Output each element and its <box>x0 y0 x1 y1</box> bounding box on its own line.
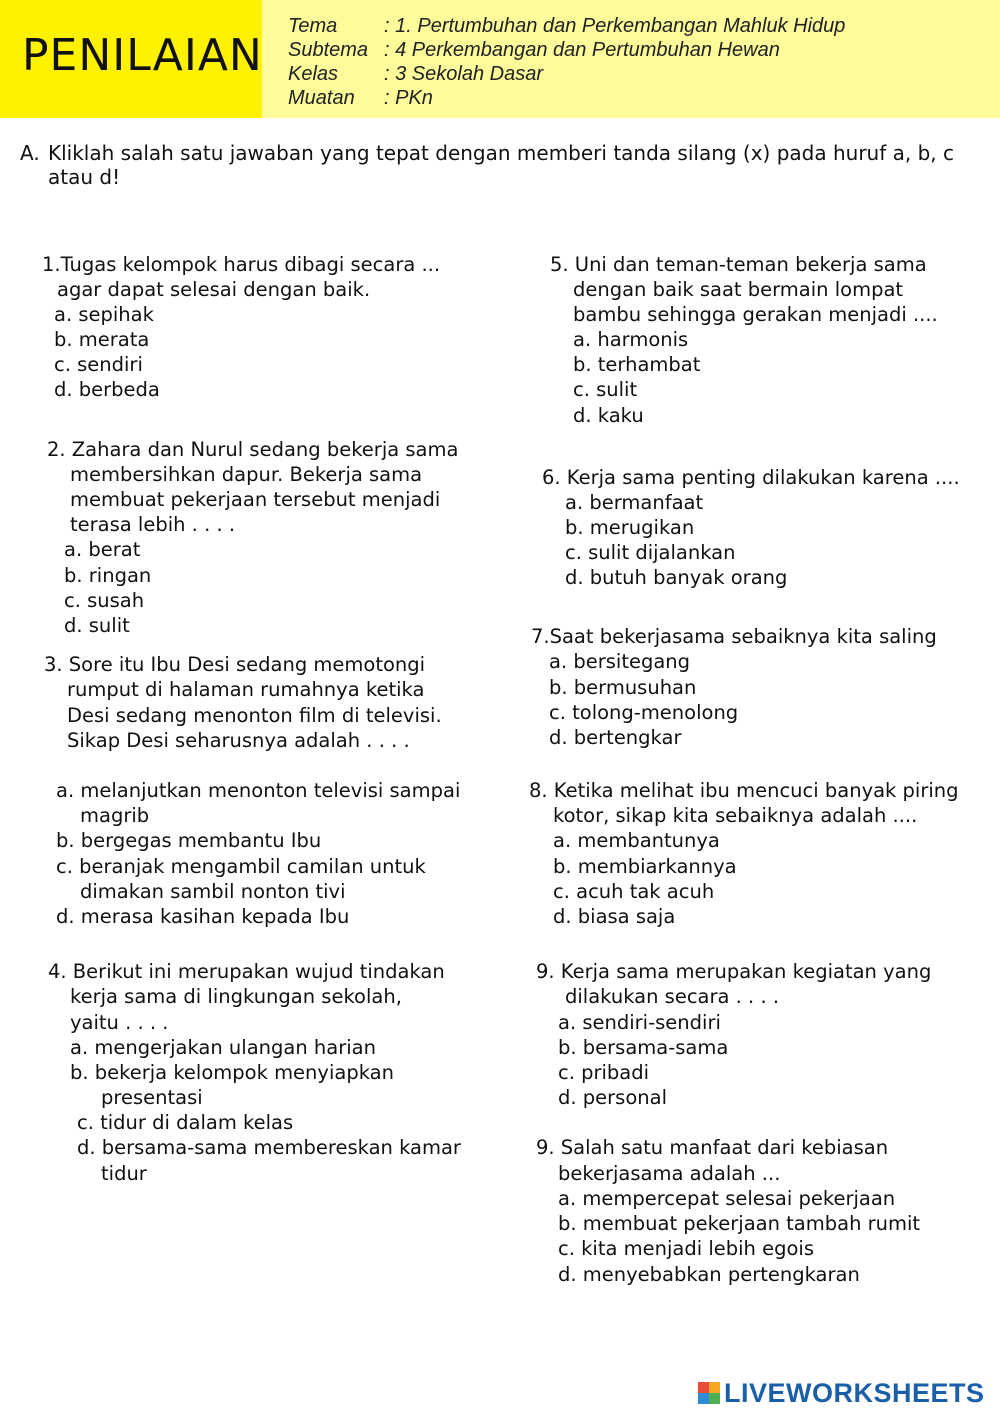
question-10-option-d[interactable]: d. menyebabkan pertengkaran <box>558 1263 860 1286</box>
brand-name: LIVEWORKSHEETS <box>724 1377 985 1408</box>
question-8-option-b[interactable]: b. membiarkannya <box>553 855 737 878</box>
question-3-option-c[interactable]: c. beranjak mengambil camilan untuk <box>56 855 426 878</box>
meta-subtema: Subtema : 4 Perkembangan dan Pertumbuhan Hewan <box>288 39 780 61</box>
question-9-option-b[interactable]: b. bersama-sama <box>558 1036 729 1059</box>
question-7-option-b[interactable]: b. bermusuhan <box>549 676 697 699</box>
question-8-text: kotor, sikap kita sebaiknya adalah .... <box>553 804 918 827</box>
question-3-text: 3. Sore itu Ibu Desi sedang memotongi <box>44 653 426 676</box>
question-1-option-d[interactable]: d. berbeda <box>54 378 160 401</box>
question-4-text: kerja sama di lingkungan sekolah, <box>70 985 402 1008</box>
question-2-option-a[interactable]: a. berat <box>64 538 141 561</box>
question-2-option-d[interactable]: d. sulit <box>64 614 130 637</box>
question-5-option-b[interactable]: b. terhambat <box>573 353 701 376</box>
question-2-text: membuat pekerjaan tersebut menjadi <box>70 488 441 511</box>
question-7-option-a[interactable]: a. bersitegang <box>549 650 691 673</box>
question-8-text: 8. Ketika melihat ibu mencuci banyak piring <box>529 779 959 802</box>
meta-muatan: Muatan : PKn <box>288 87 433 109</box>
question-3-option-d[interactable]: d. merasa kasihan kepada Ibu <box>56 905 350 928</box>
question-5-text: bambu sehingga gerakan menjadi .... <box>573 303 938 326</box>
question-10-option-b[interactable]: b. membuat pekerjaan tambah rumit <box>558 1212 921 1235</box>
question-4-option-d[interactable]: d. bersama-sama membereskan kamar <box>77 1136 461 1159</box>
question-4-option-a[interactable]: a. mengerjakan ulangan harian <box>70 1036 376 1059</box>
question-4-option-b[interactable]: presentasi <box>101 1086 203 1109</box>
question-2-text: membersihkan dapur. Bekerja sama <box>70 463 423 486</box>
liveworksheets-brand <box>698 1377 985 1408</box>
question-1-option-a[interactable]: a. sepihak <box>54 303 154 326</box>
question-2-text: terasa lebih . . . . <box>70 513 236 536</box>
question-8-option-d[interactable]: d. biasa saja <box>553 905 676 928</box>
question-1-text: 1.Tugas kelompok harus dibagi secara ... <box>42 253 441 276</box>
question-5-option-a[interactable]: a. harmonis <box>573 328 689 351</box>
question-3-option-b[interactable]: b. bergegas membantu Ibu <box>56 829 322 852</box>
question-8-option-c[interactable]: c. acuh tak acuh <box>553 880 715 903</box>
question-3-text: Sikap Desi seharusnya adalah . . . . <box>67 729 410 752</box>
question-3-option-a[interactable]: a. melanjutkan menonton televisi sampai <box>56 779 461 802</box>
question-7-option-c[interactable]: c. tolong-menolong <box>549 701 739 724</box>
question-2-option-b[interactable]: b. ringan <box>64 564 152 587</box>
question-2-text: 2. Zahara dan Nurul sedang bekerja sama <box>47 438 459 461</box>
instruction-number: A. <box>20 141 40 165</box>
meta-tema: Tema : 1. Pertumbuhan dan Perkembangan Mahluk Hidup <box>288 15 846 37</box>
question-10-option-c[interactable]: c. kita menjadi lebih egois <box>558 1237 814 1260</box>
question-1-option-b[interactable]: b. merata <box>54 328 150 351</box>
question-10-text: bekerjasama adalah ... <box>558 1162 781 1185</box>
liveworksheets-logo-icon <box>698 1382 720 1404</box>
question-3-option-a[interactable]: magrib <box>80 804 150 827</box>
question-9-text: 9. Kerja sama merupakan kegiatan yang <box>536 960 932 983</box>
question-9-option-d[interactable]: d. personal <box>558 1086 667 1109</box>
question-5-option-c[interactable]: c. sulit <box>573 378 638 401</box>
question-7-text: 7.Saat bekerjasama sebaiknya kita saling <box>531 625 937 648</box>
question-6-text: 6. Kerja sama penting dilakukan karena .... <box>542 466 960 489</box>
question-7-option-d[interactable]: d. bertengkar <box>549 726 682 749</box>
question-10-text: 9. Salah satu manfaat dari kebiasan <box>536 1136 889 1159</box>
meta-kelas: Kelas : 3 Sekolah Dasar <box>288 63 543 85</box>
question-9-text: dilakukan secara . . . . <box>565 985 780 1008</box>
question-4-option-c[interactable]: c. tidur di dalam kelas <box>77 1111 294 1134</box>
question-4-option-b[interactable]: b. bekerja kelompok menyiapkan <box>70 1061 394 1084</box>
question-8-option-a[interactable]: a. membantunya <box>553 829 720 852</box>
question-5-option-d[interactable]: d. kaku <box>573 404 644 427</box>
question-6-option-d[interactable]: d. butuh banyak orang <box>565 566 788 589</box>
question-3-text: rumput di halaman rumahnya ketika <box>67 678 425 701</box>
page-title: PENILAIAN <box>22 30 263 81</box>
question-4-text: 4. Berikut ini merupakan wujud tindakan <box>48 960 445 983</box>
question-3-option-c[interactable]: dimakan sambil nonton tivi <box>80 880 346 903</box>
question-5-text: dengan baik saat bermain lompat <box>573 278 904 301</box>
question-1-text: agar dapat selesai dengan baik. <box>57 278 371 301</box>
question-1-option-c[interactable]: c. sendiri <box>54 353 143 376</box>
question-4-option-d[interactable]: tidur <box>101 1162 147 1185</box>
instruction-line-2: atau d! <box>48 165 121 189</box>
question-5-text: 5. Uni dan teman-teman bekerja sama <box>550 253 927 276</box>
question-4-text: yaitu . . . . <box>70 1011 169 1034</box>
question-6-option-c[interactable]: c. sulit dijalankan <box>565 541 736 564</box>
question-9-option-c[interactable]: c. pribadi <box>558 1061 650 1084</box>
question-9-option-a[interactable]: a. sendiri-sendiri <box>558 1011 721 1034</box>
question-6-option-a[interactable]: a. bermanfaat <box>565 491 704 514</box>
question-6-option-b[interactable]: b. merugikan <box>565 516 695 539</box>
instruction <box>20 141 980 189</box>
instruction-line-1: Kliklah salah satu jawaban yang tepat dengan memberi tanda silang (x) pada huruf a, b, c <box>48 141 955 165</box>
question-2-option-c[interactable]: c. susah <box>64 589 145 612</box>
question-3-text: Desi sedang menonton film di televisi. <box>67 704 442 727</box>
question-10-option-a[interactable]: a. mempercepat selesai pekerjaan <box>558 1187 896 1210</box>
